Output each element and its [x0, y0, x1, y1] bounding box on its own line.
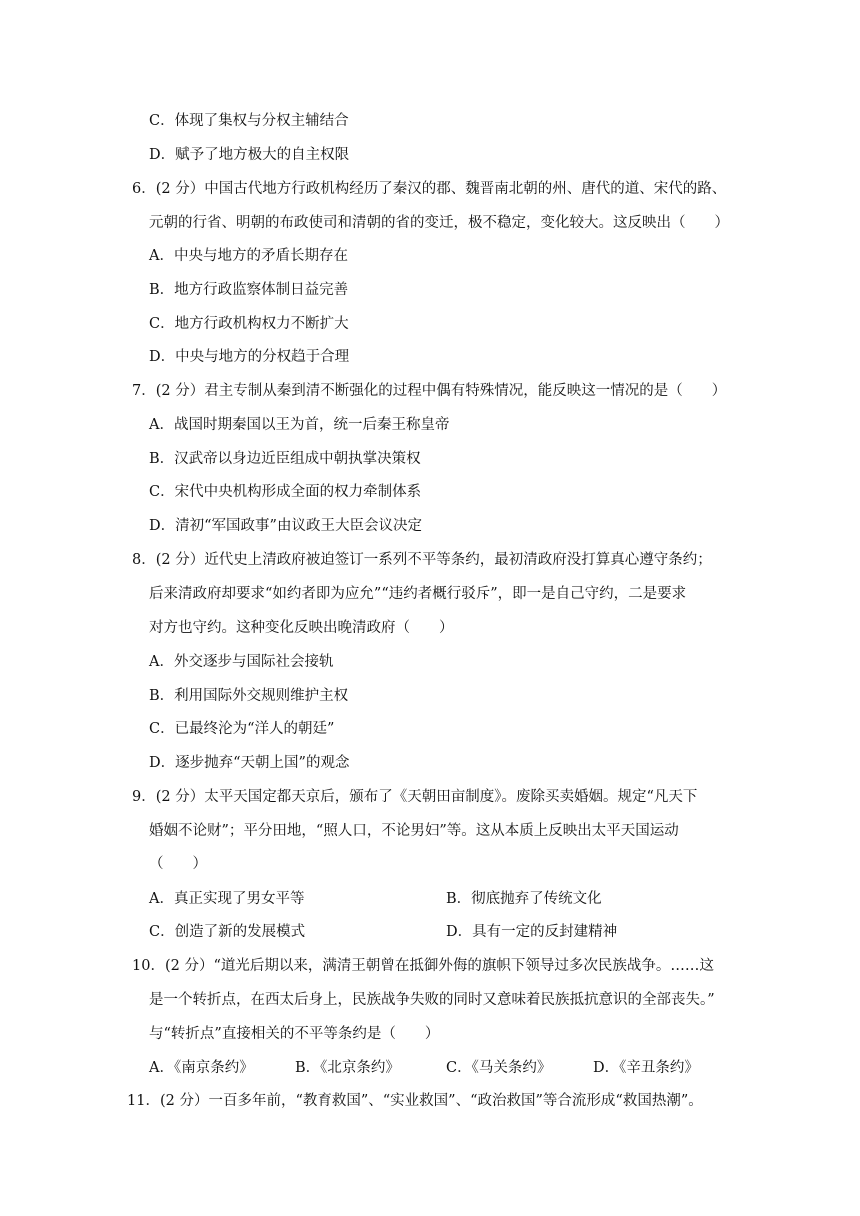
q7-option-c: C．宋代中央机构形成全面的权力牵制体系	[149, 484, 422, 500]
q9-option-c: C．创造了新的发展模式	[149, 924, 306, 940]
q6-stem-line-2: 元朝的行省、明朝的布政使司和清朝的省的变迁，极不稳定，变化较大。这反映出（ ）	[149, 215, 729, 231]
q8-option-d: D．逐步抛弃“天朝上国”的观念	[149, 755, 350, 771]
q9-stem-line-3: （ ）	[149, 856, 207, 872]
q10-stem-line-1: 10．(2 分）“道光后期以来，满清王朝曾在抵御外侮的旗帜下领导过多次民族战争。……这	[132, 958, 714, 974]
q8-option-a: A．外交逐步与国际社会接轨	[149, 654, 334, 670]
q7-option-d: D．清初“军国政事”由议政王大臣会议决定	[149, 518, 422, 534]
q10-option-b: B．《北京条约》	[295, 1060, 400, 1076]
q10-option-d: D．《辛丑条约》	[593, 1060, 699, 1076]
q8-stem-line-3: 对方也守约。这种变化反映出晚清政府（ ）	[149, 620, 454, 636]
q6-option-a: A．中央与地方的矛盾长期存在	[149, 248, 348, 264]
q10-option-c: C．《马关条约》	[446, 1060, 552, 1076]
q8-option-c: C．已最终沦为“洋人的朝廷”	[149, 721, 335, 737]
q6-option-c: C．地方行政机构权力不断扩大	[149, 316, 349, 332]
q10-option-a: A．《南京条约》	[149, 1060, 254, 1076]
q8-stem-line-2: 后来清政府却要求“如约者即为应允”“违约者概行驳斥”，即一是自己守约，二是要求	[149, 586, 687, 602]
q5-option-d: D．赋予了地方极大的自主权限	[149, 147, 350, 163]
q8-stem-line-1: 8．(2 分）近代史上清政府被迫签订一系列不平等条约，最初清政府没打算真心遵守条约；	[132, 552, 712, 568]
q8-option-b: B．利用国际外交规则维护主权	[149, 688, 349, 704]
q5-option-c: C．体现了集权与分权主辅结合	[149, 113, 349, 129]
q9-option-b: B．彻底抛弃了传统文化	[446, 891, 602, 907]
q11-stem-line-1: 11．(2 分）一百多年前，“教育救国”、“实业救国”、“政治救国”等合流形成“救国热潮”。	[127, 1093, 703, 1109]
q7-option-a: A．战国时期秦国以王为首，统一后秦王称皇帝	[149, 417, 450, 433]
q9-option-d: D．具有一定的反封建精神	[446, 924, 618, 940]
q9-stem-line-2: 婚姻不论财”；平分田地，“照人口，不论男妇”等。这从本质上反映出太平天国运动	[149, 823, 679, 839]
q6-option-d: D．中央与地方的分权趋于合理	[149, 349, 350, 365]
q10-stem-line-2: 是一个转折点，在西太后身上，民族战争失败的同时又意味着民族抵抗意识的全部丧失。”	[149, 992, 715, 1008]
q6-option-b: B．地方行政监察体制日益完善	[149, 282, 349, 298]
q6-stem-line-1: 6．(2 分）中国古代地方行政机构经历了秦汉的郡、魏晋南北朝的州、唐代的道、宋代的路、	[132, 181, 727, 197]
q7-stem-line-1: 7．(2 分）君主专制从秦到清不断强化的过程中偶有特殊情况，能反映这一情况的是（ ）	[132, 383, 727, 399]
q7-option-b: B．汉武帝以身边近臣组成中朝执掌决策权	[149, 451, 421, 467]
q9-stem-line-1: 9．(2 分）太平天国定都天京后，颁布了《天朝田亩制度》。废除买卖婚姻。规定“凡天下	[132, 789, 698, 805]
q9-option-a: A．真正实现了男女平等	[149, 891, 305, 907]
q10-stem-line-3: 与“转折点”直接相关的不平等条约是（ ）	[149, 1026, 440, 1042]
